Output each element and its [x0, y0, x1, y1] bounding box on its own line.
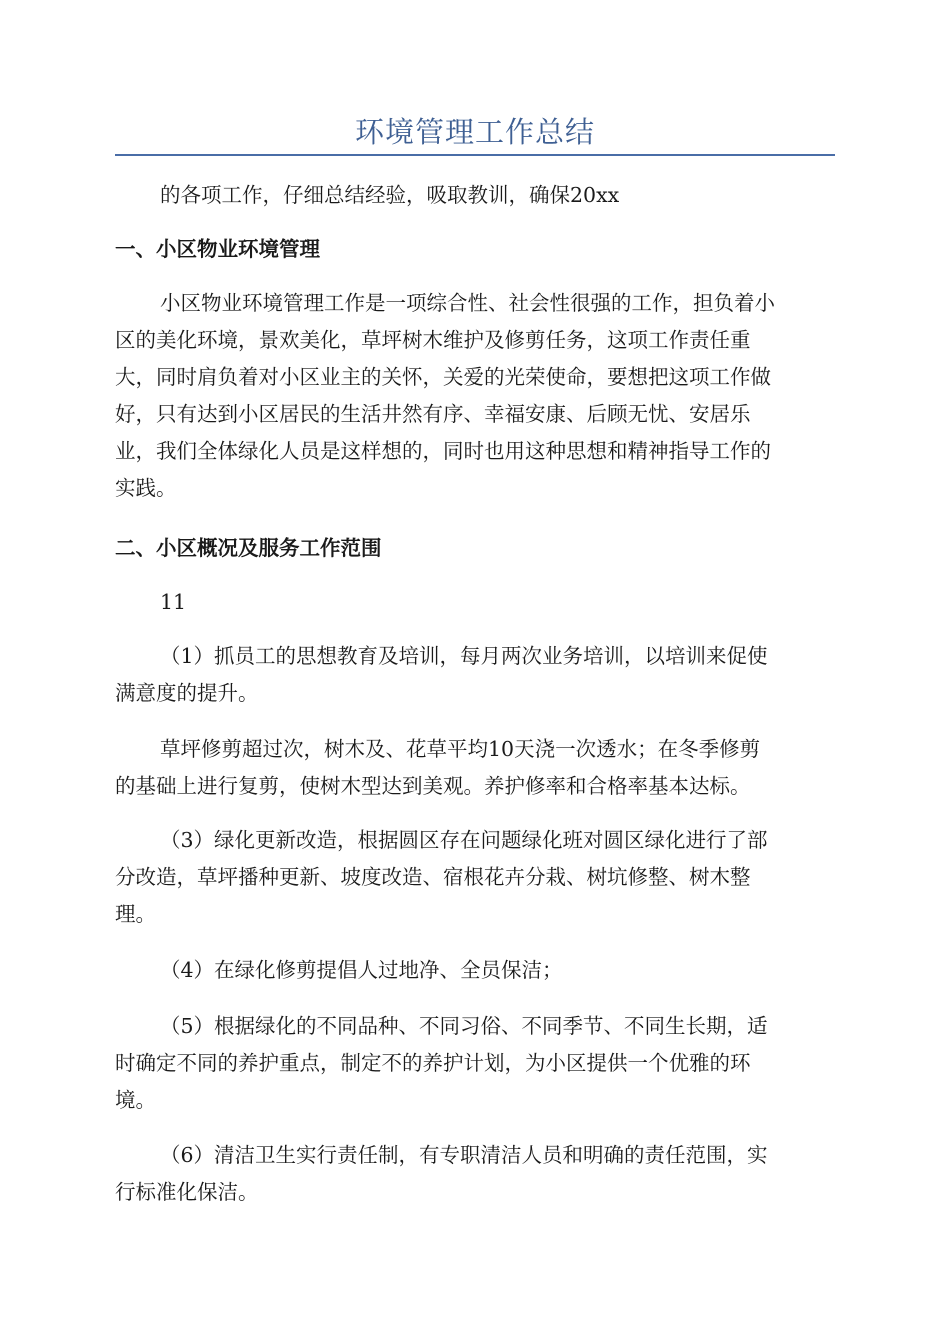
paragraph-intro — [115, 177, 835, 214]
title-underline — [115, 154, 835, 156]
text-line: （5）根据绿化的不同品种、不同习俗、不同季节、不同生长期，适 — [160, 1014, 768, 1038]
text-line: 好，只有达到小区居民的生活井然有序、幸福安康、后顾无忧、安居乐 — [115, 402, 751, 426]
paragraph-item-6 — [115, 1137, 835, 1211]
heading-text: 一、小区物业环境管理 — [115, 237, 320, 261]
text-line: 的各项工作，仔细总结经验，吸取教训，确保20xx — [160, 183, 620, 207]
paragraph-item-3 — [115, 822, 835, 933]
paragraph-item-1 — [115, 638, 835, 712]
heading-text: 二、小区概况及服务工作范围 — [115, 536, 382, 560]
text-line: 业，我们全体绿化人员是这样想的，同时也用这种思想和精神指导工作的 — [115, 439, 771, 463]
text-line: 时确定不同的养护重点，制定不的养护计划，为小区提供一个优雅的环 — [115, 1051, 751, 1075]
paragraph-item-5 — [115, 1008, 835, 1119]
text-line: （3）绿化更新改造，根据圆区存在问题绿化班对圆区绿化进行了部 — [160, 828, 768, 852]
text-line: 满意度的提升。 — [115, 681, 259, 705]
text-line: 行标准化保洁。 — [115, 1180, 259, 1204]
text-line: （1）抓员工的思想教育及培训，每月两次业务培训，以培训来促使 — [160, 644, 768, 668]
paragraph-item-4 — [115, 952, 835, 989]
text-line: 草坪修剪超过次，树木及、花草平均10天浇一次透水；在冬季修剪 — [160, 737, 761, 761]
text-line: 大，同时肩负着对小区业主的关怀，关爱的光荣使命，要想把这项工作做 — [115, 365, 771, 389]
text-line: 实践。 — [115, 476, 177, 500]
text-line: 境。 — [115, 1088, 156, 1112]
text-line: 小区物业环境管理工作是一项综合性、社会性很强的工作，担负着小 — [160, 291, 775, 315]
text-line: 分改造，草坪播种更新、坡度改造、宿根花卉分栽、树坑修整、树木整 — [115, 865, 751, 889]
text-line: 11 — [160, 590, 187, 614]
section-heading-2 — [115, 530, 835, 567]
text-line: 理。 — [115, 902, 156, 926]
paragraph-lawn-maintenance — [115, 731, 835, 805]
text-line: （6）清洁卫生实行责任制，有专职清洁人员和明确的责任范围，实 — [160, 1143, 768, 1167]
text-line: （4）在绿化修剪提倡人过地净、全员保洁； — [160, 958, 563, 982]
section-heading-1 — [115, 231, 835, 268]
paragraph-environment-management — [115, 285, 835, 507]
document-title: 环境管理工作总结 — [354, 115, 595, 149]
paragraph-number — [115, 584, 835, 621]
text-line: 区的美化环境，景欢美化，草坪树木维护及修剪任务，这项工作责任重 — [115, 328, 751, 352]
text-line: 的基础上进行复剪，使树木型达到美观。养护修率和合格率基本达标。 — [115, 774, 751, 798]
